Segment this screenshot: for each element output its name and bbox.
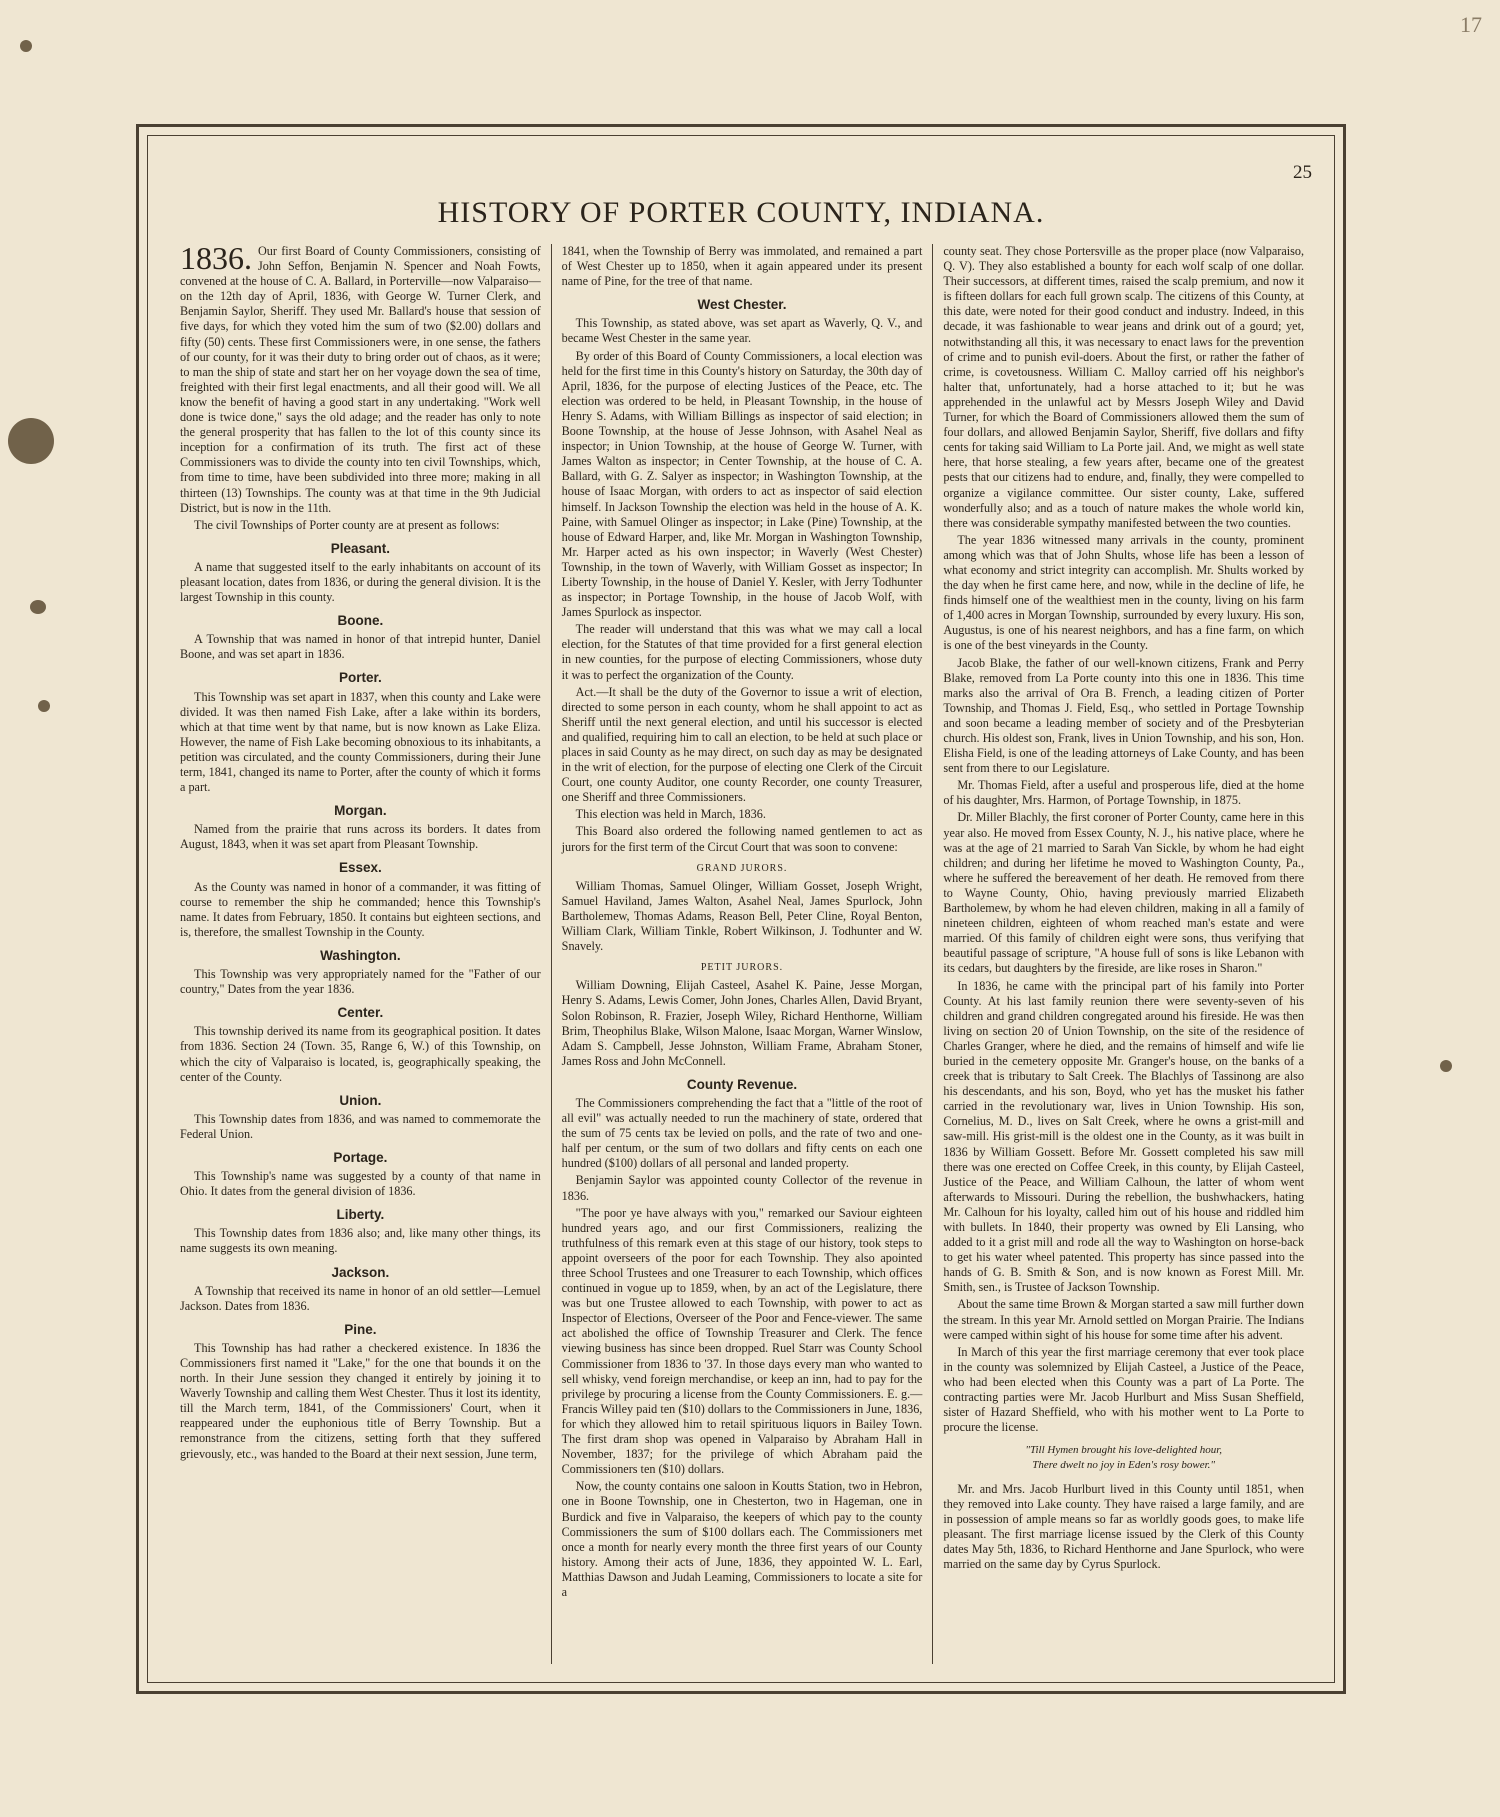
section-heading: Morgan. — [334, 803, 387, 819]
section-heading: Liberty. — [336, 1207, 385, 1223]
section-heading: Pine. — [344, 1321, 377, 1337]
page-title: HISTORY OF PORTER COUNTY, INDIANA. — [437, 196, 1045, 229]
paragraph: In March of this year the first marriage ceremony that ever took place in the county was solemnized by Elijah Casteel, a Justice of the Peace, who had been elected when this County was a part of La Porte. The contracting parties were Mr. Jacob Hurlburt and Miss Susan Sheffield, sister of Hazard Sheffield, who with his mother went to La Porte to procure the license. — [943, 1344, 1305, 1435]
paragraph: "The poor ye have always with you," remarked our Saviour eighteen hundred years ago, and our first Commissioners, realizing the truthfulness of this remark even at this stage of our history, took steps to appoint overseers of the poor for each Township. They also apointed three School Trustees and one Treasurer to each Township, which offices continued in vogue up to 1859, when, by an act of the Legislature, there was but one Trustee allowed to each Township, with power to act as Inspector of Elections, Overseer of the Poor and Fence-viewer. The same act abolished the office of Township Treasurer and Clerk. The fence viewing business has since been dropped. Ruel Starr was County School Commissioner from 1836 to '37. In those days every man who wanted to sell whisky, vend foreign merchandise, or keep an inn, had to pay for the privilege by procuring a license from the County Commissioners. E. g.—Francis Willey paid ten ($10) dollars to the Commissioners in June, 1836, for which they allowed him to retail spirituous liquors in Bailey Town. The first dram shop was opened in Valparaiso by Abraham Hall in November, 1837; for the privilege of which Abraham paid the Commissioners ten ($10) dollars. — [561, 1205, 923, 1477]
paragraph: By order of this Board of County Commissioners, a local election was held for the first time in this County's history on Saturday, the 30th day of April, 1836, for the purpose of electing Justices of the Peace, etc. The election was ordered to be held, in Pleasant Township, in the house of Henry S. Adams, with William Billings as inspector of said election; in Boone Township, at the house of Jesse Johnson, with Asahel Neal as inspector; in Union Township, at the house of George W. Turner, with James Walton as inspector; in Center Township, at the house of C. A. Ballard, with G. Z. Salyer as inspector; in Washington Township, at the house of Isaac Morgan, with orders to act as inspector of said election himself. In Jackson Township the election was held in the house of A. K. Paine, with Samuel Olinger as inspector; in Lake (Pine) Township, at the house of Edward Harper, and, like Mr. Morgan in Washington Township, Mr. Harper acted as his own inspector; in Waverly (West Chester) Township, in the town of Waverly, with William Gosset as inspector; In Liberty Township, in the house of Daniel Y. Kesler, with Jerry Todhunter as inspector; in Portage Township, in the house of Jacob Wolf, with James Spurlock as inspector. — [561, 348, 923, 620]
section-heading: Portage. — [333, 1149, 388, 1165]
paragraph: The Commissioners comprehending the fact that a "little of the root of all evil" was actually needed to run the machinery of state, ordered that the sum of 75 cents tax be levied on polls, and the rate of two and one-half per centum, or the sum of two dollars and fifty cents on each one hundred ($100) dollars of all personal and landed property. — [561, 1095, 923, 1171]
ink-stain — [38, 700, 50, 712]
section-heading: County Revenue. — [686, 1076, 798, 1092]
section-heading: Union. — [339, 1092, 382, 1108]
section-heading: Jackson. — [331, 1264, 390, 1280]
quote-line: "Till Hymen brought his love-delighted hour, — [1025, 1444, 1223, 1457]
subheading: GRAND JURORS. — [696, 862, 788, 874]
page-frame-inner — [147, 135, 1335, 1683]
paragraph: William Thomas, Samuel Olinger, William Gosset, Joseph Wright, Samuel Haviland, James Walton, Asahel Neal, James Spurlock, John Bartholemew, Thomas Adams, Reason Bell, Peter Cline, Royal Benton, William Clark, William Tinkle, Robert Wilkinson, J. Todhunter and W. Snavely. — [561, 878, 923, 954]
paragraph: William Downing, Elijah Casteel, Asahel K. Paine, Jesse Morgan, Henry S. Adams, Lewis Comer, John Jones, Charles Allen, David Bryant, Solon Robinson, R. Frazier, Joseph Wiley, Richard Henthorne, William Brim, Theophilus Blake, Wilson Malone, Isaac Morgan, Warner Winslow, Adam S. Campbell, Jesse Johnston, William Frame, Abraham Stoner, James Ross and John McConnell. — [561, 978, 923, 1068]
paragraph: A name that suggested itself to the early inhabitants on account of its pleasant location, dates from 1836, or during the general division. It is the largest Township in this county. — [180, 559, 541, 605]
year-lead: 1836. — [180, 244, 252, 276]
paragraph: Mr. Thomas Field, after a useful and prosperous life, died at the home of his daughter, Mrs. Harmon, of Portage Township, in 1875. — [943, 778, 1305, 808]
paragraph: This Board also ordered the following named gentlemen to act as jurors for the first term of the Circut Court that was soon to convene: — [561, 824, 923, 854]
paragraph: The reader will understand that this was what we may call a local election, for the Statutes of that time provided for a first general election in new counties, for the purpose of electing Commissioners, whose duty it was to perfect the organization of the County. — [561, 622, 923, 682]
paragraph: This Township was set apart in 1837, when this county and Lake were divided. It was then named Fish Lake, after a lake within its borders, which at that time went by that name, but is now known as Lake Eliza. However, the name of Fish Lake becoming obnoxious to its inhabitants, a petition was circulated, and the county Commissioners, during their June term, 1841, changed its name to Porter, after the county of which it forms a part. — [180, 689, 541, 795]
column-2 — [551, 244, 933, 1664]
subheading: PETIT JURORS. — [700, 962, 784, 974]
corner-number: 17 — [1460, 12, 1482, 37]
paragraph: This Township was very appropriately named for the "Father of our country," Dates from the year 1836. — [180, 967, 541, 997]
ink-stain — [1440, 1060, 1452, 1072]
ink-stain — [20, 40, 32, 52]
section-heading: Pleasant. — [330, 540, 390, 556]
column-1 — [170, 244, 551, 1664]
paragraph: This Township, as stated above, was set apart as Waverly, Q. V., and became West Chester in the same year. — [561, 316, 923, 346]
ink-stain — [8, 418, 54, 464]
paragraph: This Township's name was suggested by a county of that name in Ohio. It dates from the general division of 1836. — [180, 1169, 541, 1199]
paragraph: Named from the prairie that runs across its borders. It dates from August, 1843, when it was set apart from Pleasant Township. — [180, 822, 541, 852]
quote-line: There dwelt no joy in Eden's rosy bower." — [1032, 1459, 1216, 1472]
intro-text: Our first Board of County Commissioners, consisting of John Seffon, Benjamin N. Spencer and Noah Fowts, convened at the house of C. A. Ballard, in Porterville—now Valparaiso—on the 12th day of April, 1836, with George W. Turner Clerk, and Benjamin Saylor, Sheriff. They used Mr. Ballard's house that session of five days, for which they voted him the sum of two ($2.00) dollars and fifty (50) cents. These first Commissioners were, in one sense, the fathers of our county, for it was their duty to bring order out of chaos, as it were; to man the ship of state and start her on her voyage down the sea of time, freighted with their first legal enactments, and all their good will. We all know the benefit of having a good start in any undertaking. "Work well done is twice done," says the old adage; and the reader has only to note the general prosperity that has fallen to the lot of this county since its inception for a confirmation of its truth. The first act of these Commissioners was to divide the county into ten civil Townships, which, from time to time, have been subdivided into three more; making in all thirteen (13) Townships. The county was at that time in the 9th Judicial District, but is now in the 11th. — [180, 244, 541, 515]
paragraph: A Township that received its name in honor of an old settler—Lemuel Jackson. Dates from 1836. — [180, 1283, 541, 1313]
paragraph: This Township dates from 1836 also; and, like many other things, its name suggests its own meaning. — [180, 1226, 541, 1256]
section-heading: Center. — [337, 1005, 384, 1021]
section-heading: West Chester. — [697, 297, 787, 313]
section-heading: Essex. — [338, 860, 382, 876]
paragraph: This township derived its name from its geographical position. It dates from 1836. Section 24 (Town. 35, Range 6, W.) of this Township, on which the city of Valparaiso is located, is, geographically speaking, the center of the County. — [180, 1024, 541, 1084]
paragraph: In 1836, he came with the principal part of his family into Porter County. At his last family reunion there were seventy-seven of his children and grand children congregated around his fireside. He was then living on section 20 of Union Township, on the site of the residence of Charles Granger, where he died, and the remains of himself and wife lie buried in the cemetery opposite Mr. Granger's house, on the banks of a creek that is tributary to Salt Creek. The Blachlys of Tassinong are also his descendants, and his son, Boyd, who yet has the musket his father carried in the revolutionary war, lives in Union Township. His son, Cornelius, M. D., lives on Salt Creek, where he owns a grist-mill and saw-mill. His grist-mill is the oldest one in the County, as it was built in 1836 by William Gossett. Before Mr. Gossett completed his saw mill there was one erected on Coffee Creek, in this county, by Elijah Casteel, Justice of the Peace, and William Calhoun, the latter of whom went afterwards to Missouri. During the rebellion, the bushwhackers, hating Mr. Calhoun for his loyalty, called him out of his house and riddled him with bullets. In 1840, their property was owned by Eli Lansing, who added to it a grist mill and rode all the way to Washington on horse-back to get his water wheel patented. This property has since passed into the hands of G. B. Smith & Son, and is now known as Forest Mill. Mr. Smith, sen., is Trustee of Jackson Township. — [943, 978, 1305, 1295]
paragraph: A Township that was named in honor of that intrepid hunter, Daniel Boone, and was set apart in 1836. — [180, 632, 541, 662]
page-number: 25 — [1293, 162, 1312, 183]
paragraph: About the same time Brown & Morgan started a saw mill further down the stream. In this year Mr. Arnold settled on Morgan Prairie. The Indians were camped within sight of his house for some time after his advent. — [943, 1297, 1305, 1342]
paragraph: Benjamin Saylor was appointed county Collector of the revenue in 1836. — [561, 1173, 923, 1203]
section-heading: Boone. — [337, 613, 384, 629]
paragraph: Mr. and Mrs. Jacob Hurlburt lived in this County until 1851, when they removed into Lake county. They have raised a large family, and are in possession of ample means so far as worldly goods goes, to make life pleasant. The first marriage license issued by the Clerk of this County dates May 5th, 1836, to Richard Henthorne and Jane Spurlock, who were married on the same day by Cyrus Spurlock. — [943, 1481, 1305, 1571]
text-columns — [170, 244, 1314, 1664]
poem-quote — [943, 1443, 1304, 1473]
paragraph: 1841, when the Township of Berry was immolated, and remained a part of West Chester up to 1850, when it again appeared under its present name of Pine, for the tree of that name. — [561, 244, 923, 289]
intro-paragraph — [180, 244, 541, 516]
paragraph: This Township dates from 1836, and was named to commemorate the Federal Union. — [180, 1111, 541, 1141]
section-heading: Washington. — [320, 947, 401, 963]
paragraph: Dr. Miller Blachly, the first coroner of Porter County, came here in this year also. He moved from Essex County, N. J., his native place, where he was at the age of 21 married to Sarah Van Sickle, by whom he had eight children; and during her lifetime he moved to Washington County, Pa., where he suffered the bereavement of her death. He removed from there to Wayne County, Ohio, having previously married Elizabeth Bartholemew, by whom he had eleven children, making in all a family of nineteen children, eighteen of whom reached man's estate and were married. Of this family of children eight were sons, thus verifying that beautiful passage of scripture, "A house full of sons is like Lebanon with its cedars, but daughters by the fireside, are like roses in Sharon." — [943, 810, 1305, 976]
ink-stain — [30, 600, 46, 614]
paragraph: Act.—It shall be the duty of the Governor to issue a writ of election, directed to some person in each county, whom he shall appoint to act as Sheriff until the next general election, and until his successor is elected and qualified, requiring him to call an election, to be held at such place or places in said County as he may direct, on such day as may be designated in the writ of election, for the purpose of electing one Clerk of the Circuit Court, one county Auditor, one county Recorder, one county Treasurer, one Sheriff and three Commissioners. — [561, 684, 923, 805]
page-frame — [136, 124, 1346, 1694]
section-heading: Porter. — [338, 670, 382, 686]
paragraph: This election was held in March, 1836. — [575, 807, 766, 822]
paragraph: Now, the county contains one saloon in Koutts Station, two in Hebron, one in Boone Township, one in Chesterton, two in Hageman, one in Burdick and five in Valparaiso, the keepers of which pay to the county Commissioners the sum of $100 dollars each. The Commissioners met once a month for nearly every month the three first years of our County history. Among their acts of June, 1836, they appointed W. L. Earl, Matthias Dawson and Judah Leaming, Commissioners to locate a site for a — [561, 1479, 923, 1599]
paragraph: The year 1836 witnessed many arrivals in the county, prominent among which was that of John Shults, whose life has been a lesson of what economy and strict integrity can accomplish. Mr. Shults worked by the day when he first came here, and now, while in the decline of life, he finds himself one of the wealthiest men in the county, living on his farm of 1,400 acres in Morgan Township, surrounded by every luxury. His son, Augustus, is one of his nearest neighbors, and has a fine farm, on which is one of the best vineyards in the County. — [943, 532, 1305, 653]
paragraph: county seat. They chose Portersville as the proper place (now Valparaiso, Q. V). They also established a bounty for each wolf scalp of one dollar. Their successors, at different times, raised the scalp premium, and now it is fifteen dollars for each full grown scalp. The citizens of this County, at this date, were noted for their good conduct and industry. Indeed, in this decade, it was fashionable to wear jeans and drink out of a gourd; yet, notwithstanding all this, it was necessary to enact laws for the prevention of crime and to punish evil-doers. About the first, or rather the father of crime, is covetousness. William C. Malloy carried off his neighbor's halter that, unfortunately, had a horse attached to it; but he was apprehended in the unlawful act by Messrs Joseph Wiley and David Turner, for which the Board of Commissioners allowed them the sum of four dollars, and allowed Benjamin Saylor, Sheriff, five dollars and fifty cents for taking said William to La Porte jail. And, we might as well state here, that horse stealing, a few years after, became one of the greatest pests that our citizens had to endure, and, finally, they were compelled to organize a vigilance committee. Our sister county, Lake, suffered wonderfully also; and as a touch of nature makes the whole world kin, there was considerable sympathy manifested between the two counties. — [943, 244, 1305, 530]
paragraph: As the County was named in honor of a commander, it was fitting of course to remember the ship he commanded; hence this Township's name. It dates from February, 1850. It contains but eighteen sections, and is, therefore, the smallest Township in the County. — [180, 879, 541, 939]
paragraph: The civil Townships of Porter county are at present as follows: — [194, 517, 500, 532]
paragraph: Jacob Blake, the father of our well-known citizens, Frank and Perry Blake, removed from La Porte county into this one in 1836. This time marks also the arrival of Ora B. French, a leading citizen of Porter Township, and Thomas J. Field, Esq., who settled in Portage Township and soon became a leading member of society and of the Presbyterian church. His oldest son, Frank, lives in Union Township, and his son, Hon. Elisha Field, is one of the leading attorneys of Lake County, and has been sent from there to our Legislature. — [943, 655, 1305, 776]
column-3 — [932, 244, 1314, 1664]
paragraph: This Township has had rather a checkered existence. In 1836 the Commissioners first named it "Lake," for the one that bounds it on the north. In their June session they changed it entirely by joining it to Waverly Township and calling them West Chester. Thus it lost its identity, till the March term, 1841, of the Commissioners' Court, when it reappeared under the euphonious title of Berry Township. But a remonstrance from the citizens, setting forth that they suffered grievously, etc., was handed to the Board at their next session, June term, — [180, 1340, 541, 1461]
